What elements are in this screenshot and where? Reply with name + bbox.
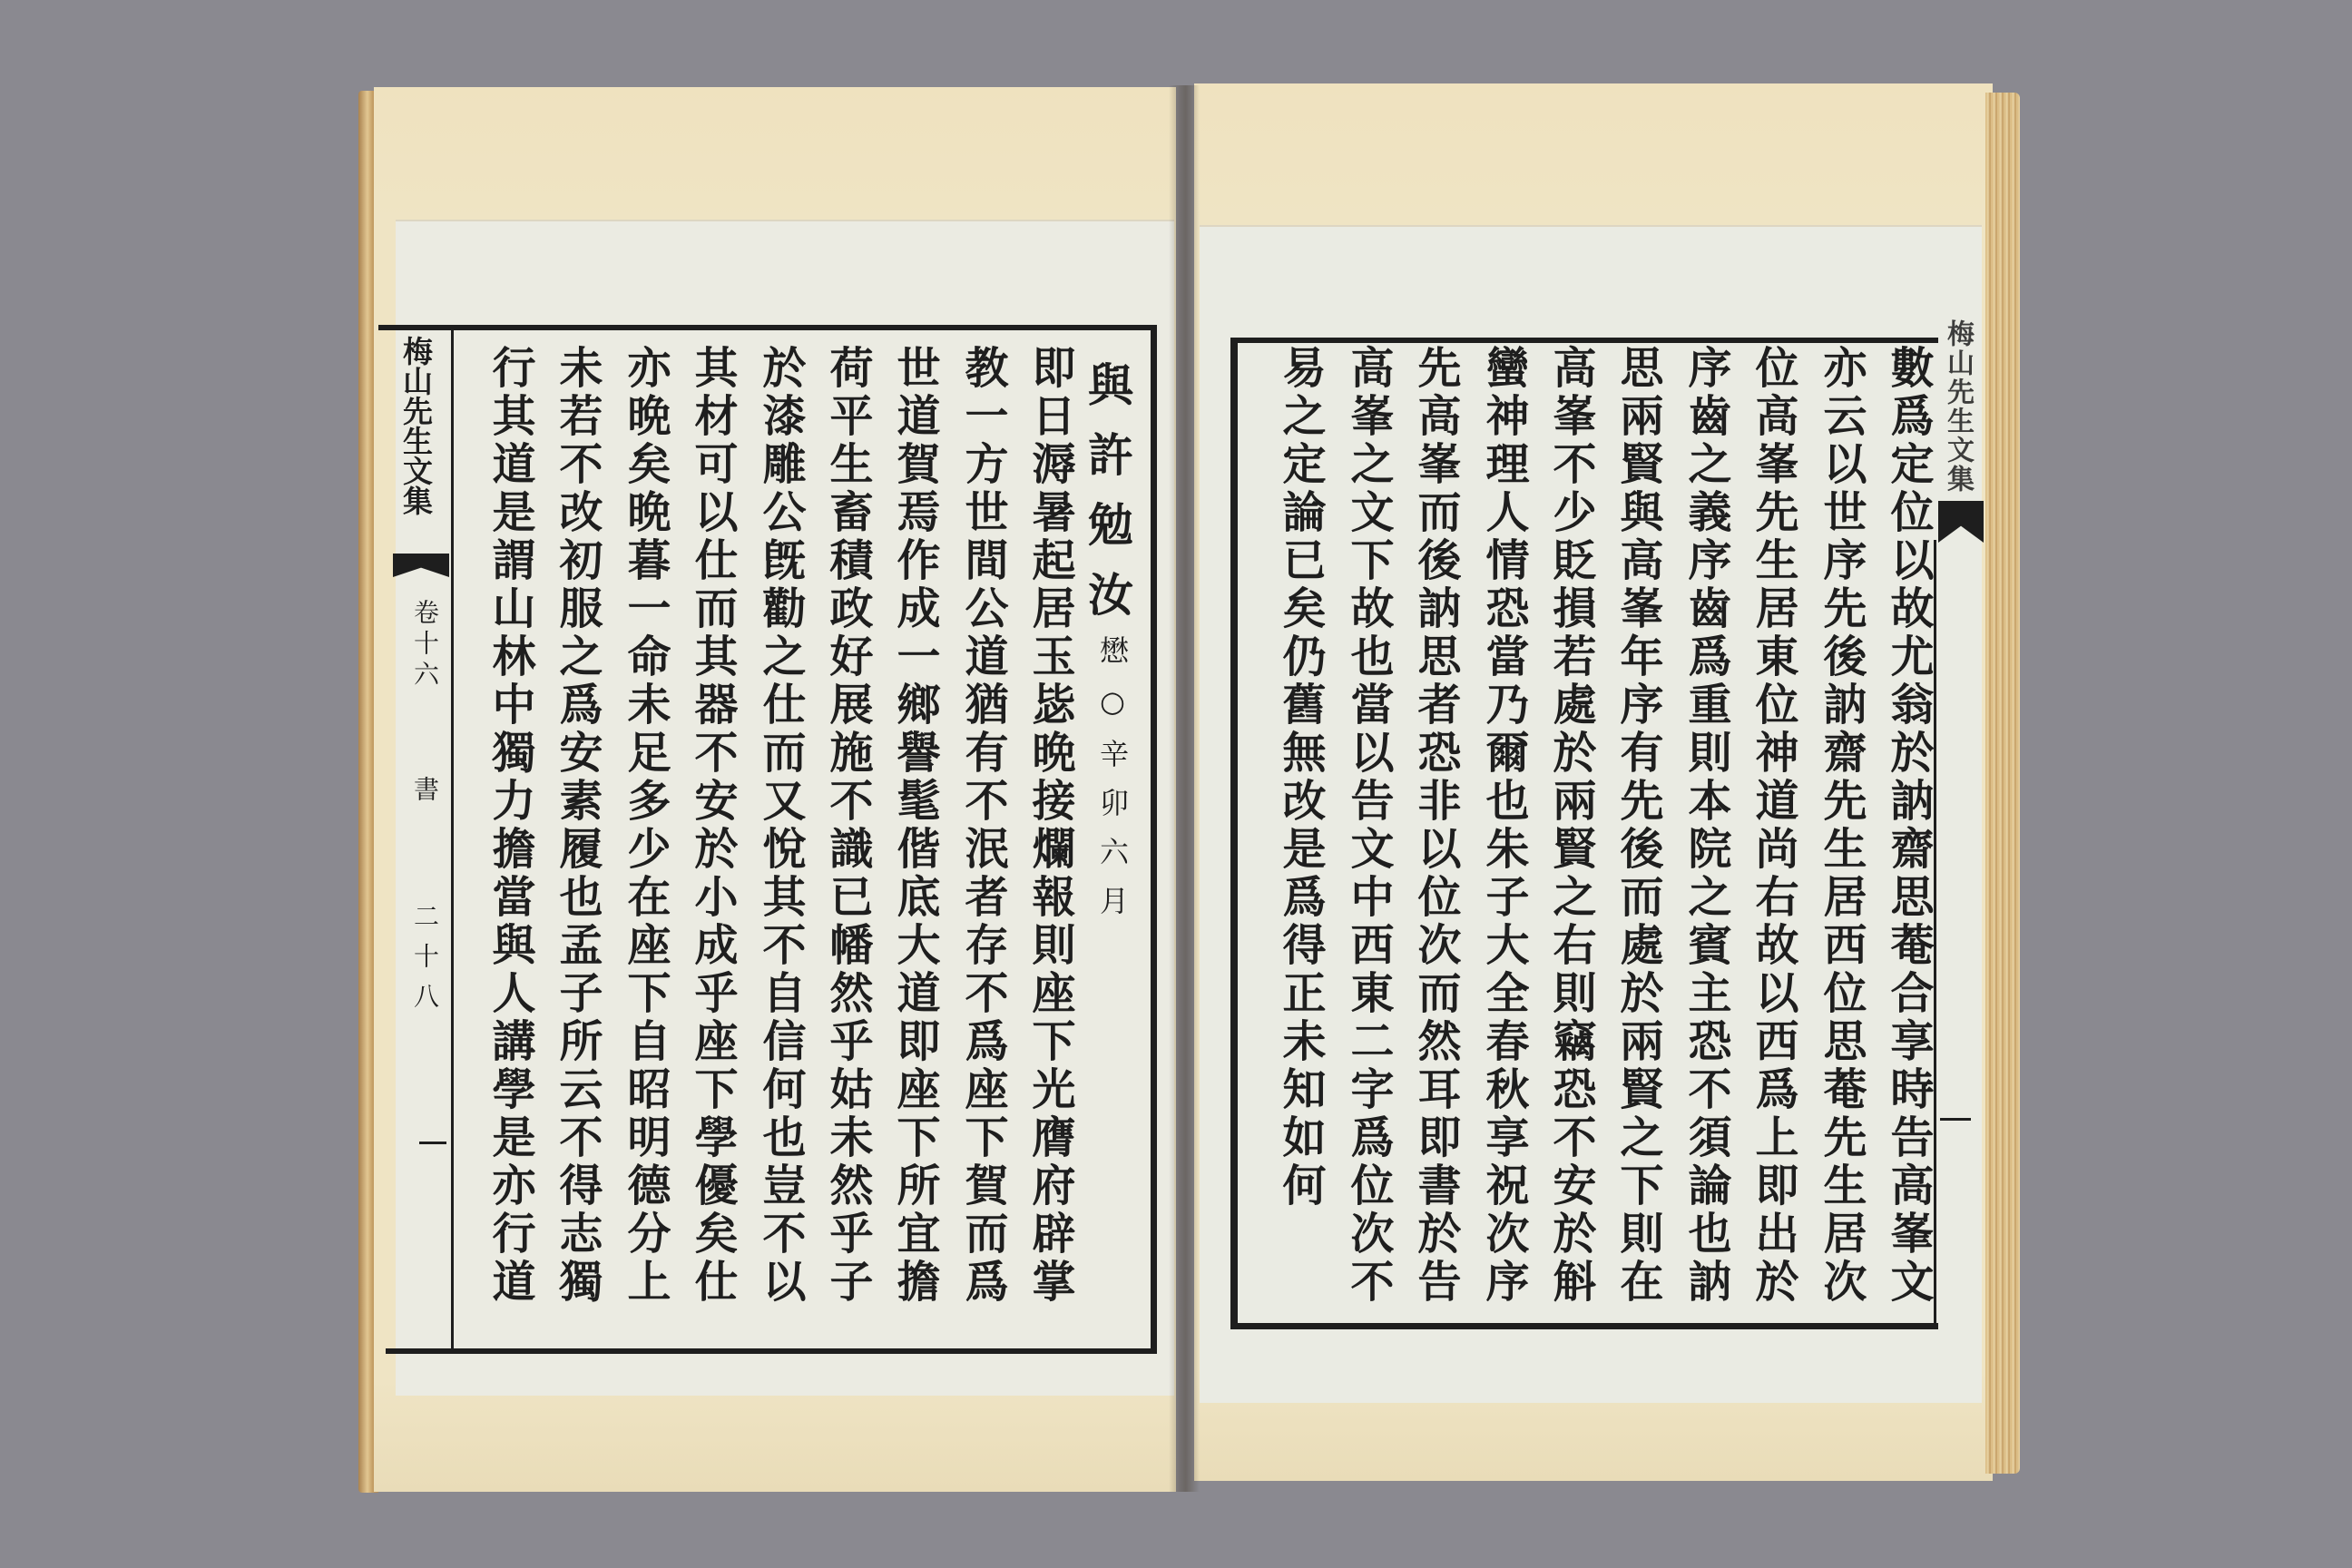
left-frame-bottom xyxy=(386,1348,1156,1354)
left-margin-separator xyxy=(451,330,454,1350)
left-frame-top xyxy=(378,325,1156,330)
right-edge-dash xyxy=(1940,1118,1971,1121)
right-frame-left xyxy=(1230,338,1238,1329)
margin-title: 梅山先生文集 xyxy=(398,336,434,515)
right-frame-bottom xyxy=(1230,1323,1938,1329)
right-text-column-5: 思兩賢與高峯年序有先後而處於兩賢之下則在 xyxy=(1612,345,1663,1307)
right-frame-top xyxy=(1230,338,1938,343)
letter-heading: 與許勉汝 xyxy=(1081,361,1134,641)
right-text-column-1: 數爲定位以故尤翁於訥齋思菴合享時告高峯文 xyxy=(1883,345,1934,1307)
left-text-column-9: 行其道是謂山林中獨力擔當與人講學是亦行道 xyxy=(485,345,535,1307)
left-text-column-6: 其材可以仕而其器不安於小成乎座下學優矣仕 xyxy=(687,345,738,1307)
margin-page-number: 二十八 xyxy=(410,903,440,1023)
left-text-column-2: 教一方世間公道猶有不泯者存不爲座下賀而爲 xyxy=(957,345,1008,1307)
left-text-column-8: 未若不改初服之爲安素履也孟子所云不得志獨 xyxy=(552,345,603,1307)
right-text-column-2: 亦云以世序先後訥齋先生居西位思菴先生居次 xyxy=(1816,345,1867,1307)
left-text-column-7: 亦晩矣晩暮一命未足多少在座下自昭明德分上 xyxy=(620,345,671,1307)
margin-section: 書 xyxy=(410,776,440,806)
margin-dash xyxy=(419,1142,446,1144)
right-frame-right xyxy=(1934,540,1936,1329)
right-text-column-7: 蠻神理人情恐當乃爾也朱子大全春秋享祝次序 xyxy=(1478,345,1529,1307)
right-text-column-8: 先高峯而後訥思者恐非以位次而然耳即書於告 xyxy=(1410,345,1461,1307)
margin-volume: 卷十六 xyxy=(410,599,440,691)
left-frame-right xyxy=(1151,325,1157,1354)
right-text-column-9: 高峯之文下故也當以告文中西東二字爲位次不 xyxy=(1343,345,1394,1307)
letter-heading-note: 懋○辛卯六月 xyxy=(1095,635,1130,935)
right-text-column-3: 位高峯先生居東位神道尚右故以西爲上即出於 xyxy=(1748,345,1798,1307)
right-text-column-6: 高峯不少貶損若處於兩賢之右則竊恐不安於斛 xyxy=(1545,345,1596,1307)
right-edge-margin-title: 梅山先生文集 xyxy=(1942,319,1974,494)
left-text-column-4: 荷平生畜積政好展施不識已幡然乎姑未然乎子 xyxy=(822,345,873,1307)
book-gutter xyxy=(1169,85,1200,1492)
right-page-stack-edge xyxy=(1985,93,2020,1474)
right-text-column-4: 序齒之義序齒爲重則本院之賓主恐不須論也訥 xyxy=(1681,345,1731,1307)
left-text-column-1: 即日溽暑起居玉毖晩接爛報則座下光膺府辟掌 xyxy=(1024,345,1075,1307)
right-text-column-10: 易之定論已矣仍舊無改是爲得正未知如何 xyxy=(1275,345,1326,1210)
left-text-column-3: 世道賀焉作成一鄉譽髦偕底大道即座下所宜擔 xyxy=(889,345,940,1307)
left-text-column-5: 於漆雕公旣勸之仕而又悅其不自信何也豈不以 xyxy=(755,345,806,1307)
